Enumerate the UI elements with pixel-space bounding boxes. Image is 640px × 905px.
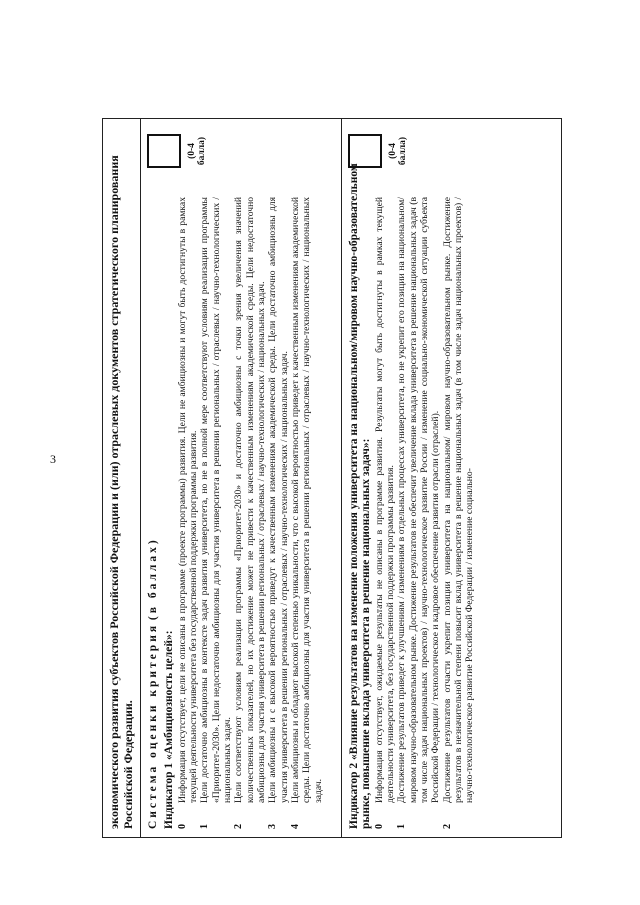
indicator1-list (177, 119, 324, 837)
item-num: 0 (373, 824, 385, 829)
list-item (233, 189, 267, 837)
indicator2-section (341, 119, 476, 837)
indicator1-score (147, 131, 207, 171)
list-item (442, 189, 476, 837)
item-num: 0 (176, 824, 188, 829)
item-num: 2 (441, 824, 453, 829)
rotated-page-content (102, 118, 562, 838)
list-item (267, 189, 290, 837)
score-range: (0-4 балла) (387, 136, 408, 166)
header-row (103, 119, 140, 837)
score-box[interactable] (147, 134, 181, 168)
page-number: 3 (50, 452, 56, 466)
item-text: Достижение результатов приведет к улучшениям / изменениям в отдельных процессах университета, но не укрепит его позиции на национальном/ мировом научно-образовательном рынке. Достижение результатов не обеспечит увеличение вклада университета в решение национальных задач (в том числе задач национальных проектов) / научно-технологическое развитие России / изменение социально-экономической ситуации субъекта Российской Федерации / технологическое и кадровое обеспечение развития отрасли (отраслей). (396, 197, 442, 803)
list-item (177, 189, 200, 837)
list-item (396, 189, 441, 837)
list-item (374, 189, 397, 837)
list-item (290, 189, 324, 837)
indicator1-title: Индикатор 1 «Амбициозность целей»: (162, 630, 175, 829)
item-text: Информация отсутствует, цели не описаны в программе (проекте программы) развития. Цели не амбициозны и могут быть достигнуты в рамках текущей деятельности университета без государственной поддержки программы развития. (176, 197, 200, 803)
indicator2-score (348, 131, 408, 171)
item-text: Цели соответствуют условиям реализации программы «Приоритет-2030» и достаточно амбициозны с точки зрения увеличения значений количественных показателей, но их достижение может не привести к качественным изменениям академической среды. Цели недостаточно амбициозны для участия университета в решении региональных / отраслевых / научно-технологических / национальных задач. (233, 197, 267, 803)
criteria-heading-suffix: (в баллах) (146, 537, 159, 621)
score-range: (0-4 балла) (186, 136, 207, 166)
item-text: Цели амбициозны и с высокой вероятностью приведут к качественным изменениям академической среды. Цели достаточно амбициозны для участия университета в решении региональных / отраслевых / научно-технологических / национальных задач. (267, 197, 290, 803)
list-item (199, 189, 233, 837)
indicator1-section (140, 119, 341, 837)
item-text: Информация отсутствует, ожидаемые результаты не описаны в программе развития. Результаты могут быть достигнуты в рамках текущей деятельности университета, без государственной поддержки программы развития. (373, 197, 397, 803)
criteria-table (102, 118, 562, 838)
item-num: 4 (289, 824, 301, 829)
item-num: 3 (267, 824, 279, 829)
indicator2-list (374, 119, 476, 837)
item-num: 2 (233, 824, 245, 829)
criteria-heading-prefix: Система оценки критерия (146, 622, 159, 829)
header-title: экономического развития субъектов Российской Федерации и (или) отраслевых документов стратегического планирования Российской Федерации. (107, 155, 136, 829)
criteria-heading (141, 119, 161, 837)
item-text: Цели амбициозны и обладают высокой степенью уникальности, что с высокой вероятностью приведет к качественным изменениям академической среды. Цели достаточно амбициозны для участия университета в решении региональных / отраслевых / научно-технологических / национальных задач. (289, 197, 324, 803)
item-text: Цели достаточно амбициозны в контексте задач развития университета, но не в полной мере соответствуют условиям реализации программы «Приоритет-2030». Цели недостаточно амбициозны для участия университета в решении региональных / отраслевых / научно-технологических / национальных задач. (199, 197, 234, 803)
item-num: 1 (396, 824, 408, 829)
indicator2-title: Индикатор 2 «Влияние результатов на изменение положения университета на национальном/мировом научно-образовательном рынке, повышение вклада университета в решение национальных задач»: (347, 163, 372, 829)
score-box[interactable] (348, 134, 382, 168)
item-num: 1 (199, 824, 211, 829)
item-text: Достижение результатов отчасти укрепит позиции университета на национальном/ мировом научно-образовательном рынке. Достижение результатов в незначительной степени повысит вклад университета в решение национальных задач (в том числе задач национальных проектов) / научно-технологическое развитие Российской Федерации / изменение социально- (441, 197, 476, 803)
